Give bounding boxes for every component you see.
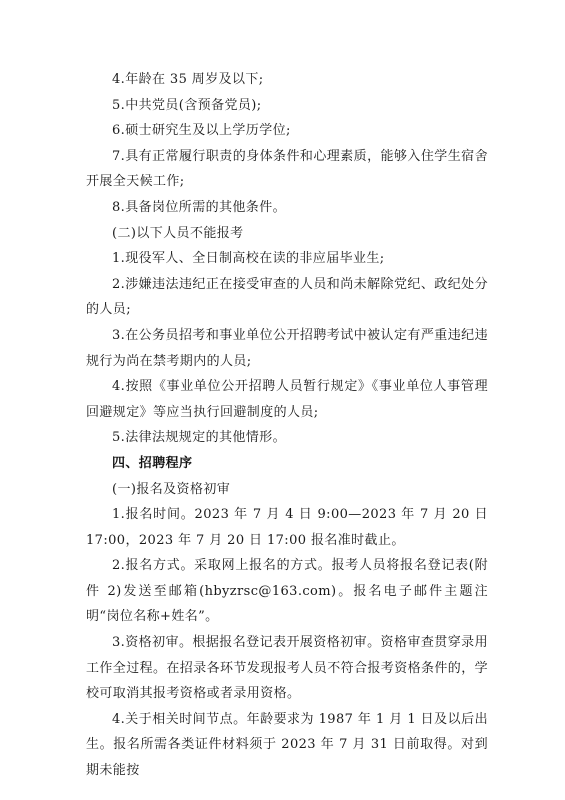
requirement-other: 8.具备岗位所需的其他条件。 <box>112 199 287 215</box>
section-heading-procedure: 四、招聘程序 <box>112 455 193 471</box>
registration-method: 2.报名方式。采取网上报名的方式。报考人员将报名登记表(附件 2)发送至邮箱(hbyzrsc@163.com)。报名电子邮件主题注明“岗位名称+姓名”。 <box>86 558 488 625</box>
requirement-degree: 6.硕士研究生及以上学历学位; <box>112 123 291 139</box>
subsection-heading-registration: (一)报名及资格初审 <box>112 481 231 497</box>
requirement-party-member: 5.中共党员(含预备党员); <box>112 97 262 113</box>
requirement-age: 4.年龄在 35 周岁及以下; <box>112 72 264 87</box>
excluded-item-2: 2.涉嫌违法违纪正在接受审查的人员和尚未解除党纪、政纪处分的人员; <box>86 276 488 318</box>
subsection-heading-excluded: (二)以下人员不能报考 <box>112 225 244 241</box>
time-nodes: 4.关于相关时间节点。年龄要求为 1987 年 1 月 1 日及以后出生。报名所需各类证件材料须于 2023 年 7 月 31 日前取得。对到期未能按 <box>86 711 488 779</box>
excluded-item-4: 4.按照《事业单位公开招聘人员暂行规定》《事业单位人事管理回避规定》等应当执行回避制度的人员; <box>86 379 488 420</box>
excluded-item-5: 5.法律法规规定的其他情形。 <box>112 430 287 446</box>
excluded-item-1: 1.现役军人、全日制高校在读的非应届毕业生; <box>112 251 385 267</box>
registration-time: 1.报名时间。2023 年 7 月 4 日 9:00—2023 年 7 月 20 日 17:00，2023 年 7 月 20 日 17:00 报名准时截止。 <box>86 507 488 548</box>
excluded-item-3: 3.在公务员招考和事业单位公开招聘考试中被认定有严重违纪违规行为尚在禁考期内的人员; <box>86 327 488 369</box>
qualification-review: 3.资格初审。根据报名登记表开展资格初审。资格审查贯穿录用工作全过程。在招录各环节发现报考人员不符合报考资格条件的，学校可取消其报考资格或者录用资格。 <box>86 635 489 702</box>
document-body <box>86 67 488 784</box>
requirement-health: 7.具有正常履行职责的身体条件和心理素质，能够入住学生宿舍开展全天候工作; <box>86 148 488 190</box>
